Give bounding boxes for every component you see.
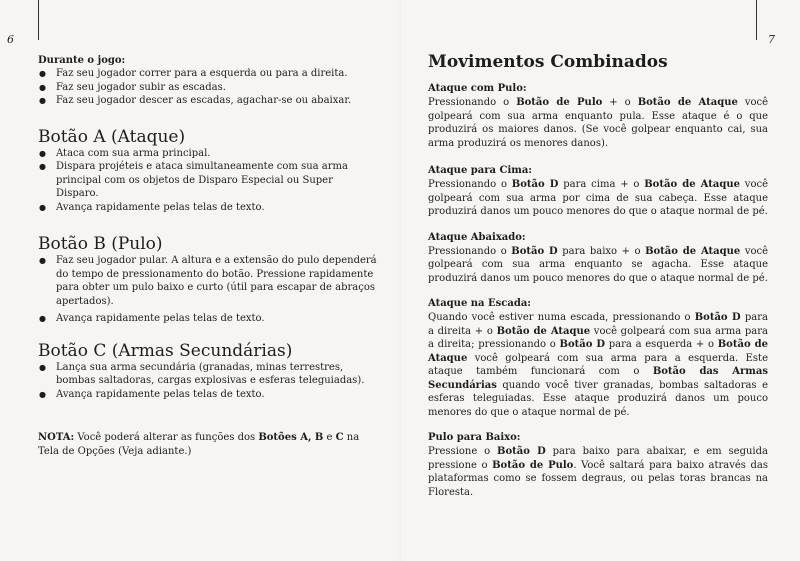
move-text-run: quando você tiver granadas, bombas saltadoras e esferas teleguiadas. Esse ataque produzirá danos um pouco menores do que o ataque normal de pé. <box>428 379 768 418</box>
move-button-name: Botão de Pulo <box>516 97 603 108</box>
botao-b-heading: Botão B (Pulo) <box>38 234 163 254</box>
move-text-run: você golpeará com sua arma enquanto se agacha. Esse ataque produzirá danos um pouco menores do que o ataque normal de pé. <box>428 245 769 284</box>
move-entry <box>428 231 768 286</box>
note-label: NOTA: <box>38 432 75 443</box>
move-text-run: para baixo + o <box>557 245 646 257</box>
move-title: Ataque na Escada: <box>428 298 532 309</box>
move-text-run: Pressionando o <box>428 245 512 257</box>
move-text-run: Pressione o <box>428 446 498 457</box>
list-item: ● Dispara projéteis e ataca simultaneamente com sua arma principal com os objetos de Disparo Especial ou Super Disparo. <box>38 160 378 201</box>
move-entry <box>428 164 768 219</box>
move-button-name: Botão D <box>497 446 546 457</box>
botao-b-list <box>38 254 378 326</box>
move-text-run: você golpeará com sua arma enquanto pula. Esse ataque é o que produzirá os maiores danos. (Se você golpear enquanto cai, sua arma produzirá os menores danos). <box>428 97 769 149</box>
move-title: Pulo para Baixo: <box>428 432 521 443</box>
move-text-run: para baixo para abaixar, e em seguida pressione o <box>428 446 768 471</box>
move-button-name: Botão D <box>694 312 741 323</box>
note-bold: C <box>335 432 344 443</box>
botao-a-list <box>38 147 378 215</box>
move-description <box>428 96 768 150</box>
note-text: na Tela de Opções (Veja adiante.) <box>38 432 360 457</box>
move-text-run: Quando você estiver numa escada, pressionando o <box>428 312 695 323</box>
move-text-run: para a direita + o <box>428 312 768 337</box>
moves-list <box>428 82 768 499</box>
list-item: ● Faz seu jogador pular. A altura e a extensão do pulo dependerá do tempo de pressionamento do botão. Pressione rapidamente para obter um pulo baixo e curto (útil para escapar de abraços apertados). <box>38 254 378 308</box>
move-title: Ataque com Pulo: <box>428 83 527 94</box>
move-title: Ataque para Cima: <box>428 165 532 176</box>
move-button-name: Botão de Ataque <box>645 245 741 257</box>
crop-mark <box>38 0 39 40</box>
list-item: ● Faz seu jogador correr para a esquerda ou para a direita. <box>38 67 378 81</box>
move-entry <box>428 82 768 150</box>
move-title: Ataque Abaixado: <box>428 231 526 243</box>
move-entry <box>428 297 768 419</box>
move-button-name: Botão de Ataque <box>496 325 591 337</box>
move-description <box>428 178 768 219</box>
list-item: ● Avança rapidamente pelas telas de texto. <box>38 388 378 402</box>
move-button-name: Botão D <box>511 245 558 257</box>
move-button-name: Botão D <box>559 339 606 350</box>
move-text-run: Pressionando o <box>428 97 517 108</box>
botao-c-heading: Botão C (Armas Secundárias) <box>38 340 293 361</box>
move-button-name: Botão das Armas Secundárias <box>428 366 768 391</box>
move-text-run: para cima + o <box>558 179 645 190</box>
list-item: ● Lança sua arma secundária (granadas, minas terrestres, bombas saltadoras, cargas explosivas e esferas teleguiadas). <box>38 361 378 388</box>
list-item: ● Avança rapidamente pelas telas de texto. <box>38 312 378 326</box>
move-description <box>428 245 768 286</box>
page-number-left: 6 <box>7 33 14 46</box>
botao-c-list <box>38 361 378 402</box>
move-button-name: Botão D <box>511 179 559 190</box>
note-text: e <box>323 432 336 443</box>
move-text-run: você golpeará com sua arma para a direita; pressionando o <box>428 325 768 350</box>
durante-list <box>38 67 378 108</box>
move-button-name: Botão de Ataque <box>644 179 740 190</box>
list-item: ● Faz seu jogador descer as escadas, agachar-se ou abaixar. <box>38 94 378 108</box>
move-text-run: você golpeará com sua arma para a esquerda. Este ataque também funcionará com o <box>428 352 768 377</box>
right-column <box>428 52 768 499</box>
move-text-run: você golpeará com sua arma por cima de sua cabeça. Esse ataque produzirá danos um pouco menores do que o ataque normal de pé. <box>428 179 768 217</box>
list-item: ● Faz seu jogador subir as escadas. <box>38 81 378 95</box>
move-text-run: para a esquerda + o <box>605 339 718 350</box>
note-paragraph <box>38 431 378 459</box>
list-item: ● Avança rapidamente pelas telas de texto. <box>38 201 378 215</box>
move-button-name: Botão de Pulo <box>492 459 574 471</box>
move-text-run: + o <box>602 97 638 108</box>
note-text: Você poderá alterar as funções dos <box>74 432 259 443</box>
move-button-name: Botão de Ataque <box>637 97 738 108</box>
note-bold: Botões A, B <box>258 432 324 443</box>
right-page <box>400 0 800 561</box>
move-button-name: Botão de Ataque <box>428 339 768 364</box>
crop-mark <box>756 0 757 40</box>
move-text-run: . Você saltará para baixo através das plataformas como se fossem degraus, ou pelas toras brancas na Floresta. <box>428 459 769 498</box>
move-description <box>428 311 768 419</box>
move-entry <box>428 431 768 499</box>
durante-label: Durante o jogo: <box>38 55 126 66</box>
move-description <box>428 445 768 499</box>
botao-a-heading: Botão A (Ataque) <box>38 126 186 147</box>
list-item: ● Ataca com sua arma principal. <box>38 147 378 161</box>
page-title: Movimentos Combinados <box>428 52 668 72</box>
page-number-right: 7 <box>768 33 775 46</box>
left-column <box>38 54 378 459</box>
move-text-run: Pressionando o <box>428 179 512 190</box>
